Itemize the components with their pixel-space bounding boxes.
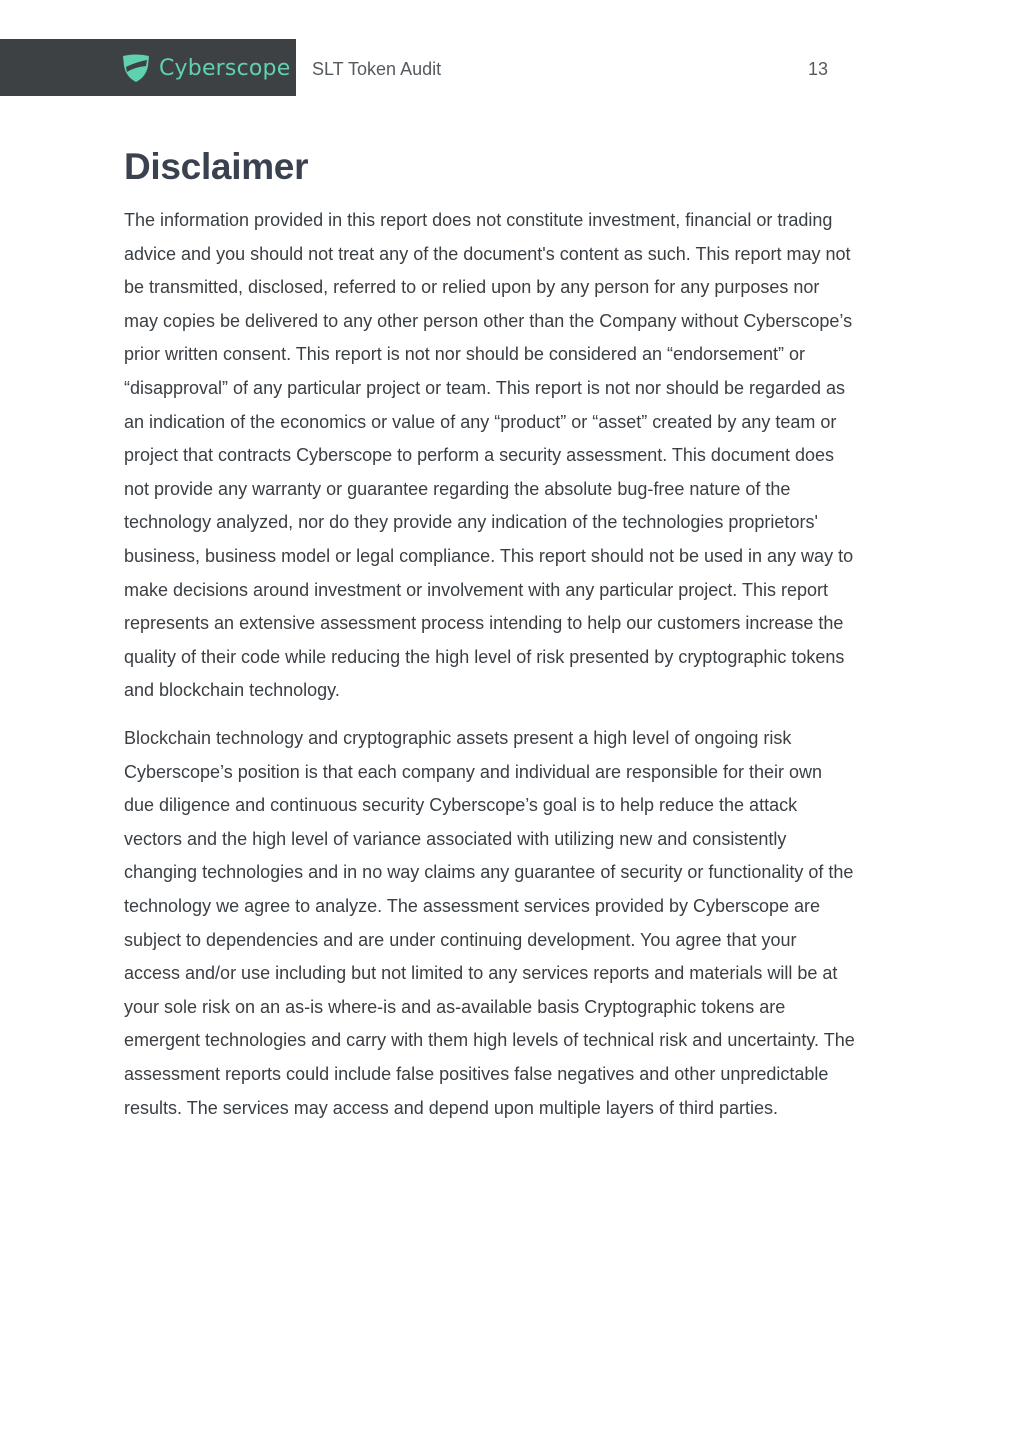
text-line: be transmitted, disclosed, referred to or relied upon by any person for any purposes nor: [124, 277, 820, 298]
text-line: quality of their code while reducing the high level of risk presented by cryptographic tokens: [124, 646, 845, 667]
text-line: prior written consent. This report is not nor should be considered an “endorsement” or: [124, 344, 806, 365]
text-line: may copies be delivered to any other person other than the Company without Cyberscope’s: [124, 310, 853, 331]
disclaimer-paragraph-1: [124, 204, 914, 708]
text-line: due diligence and continuous security Cyberscope’s goal is to help reduce the attack: [124, 795, 798, 816]
text-line: access and/or use including but not limited to any services reports and materials will be at: [124, 963, 838, 984]
text-line: Blockchain technology and cryptographic assets present a high level of ongoing risk: [124, 728, 792, 748]
document-title: SLT Token Audit: [312, 59, 442, 79]
text-line: results. The services may access and depend upon multiple layers of third parties.: [124, 1097, 778, 1118]
text-line: The information provided in this report does not constitute investment, financial or trading: [124, 210, 833, 230]
page-number: 13: [808, 59, 829, 79]
text-line: vectors and the high level of variance associated with utilizing new and consistently: [124, 828, 787, 849]
text-line: represents an extensive assessment process intending to help our customers increase the: [124, 613, 844, 634]
text-line: make decisions around investment or involvement with any particular project. This report: [124, 579, 828, 600]
text-line: and blockchain technology.: [124, 680, 340, 701]
text-line: technology analyzed, nor do they provide any indication of the technologies proprietors': [124, 512, 818, 533]
shield-icon: [121, 53, 151, 83]
disclaimer-paragraph-2: [124, 722, 914, 1125]
text-line: subject to dependencies and are under continuing development. You agree that your: [124, 929, 797, 950]
text-line: changing technologies and in no way claims any guarantee of security or functionality of the: [124, 862, 854, 883]
text-line: your sole risk on an as-is where-is and as-available basis Cryptographic tokens are: [124, 996, 786, 1017]
text-line: Cyberscope’s position is that each company and individual are responsible for their own: [124, 761, 823, 782]
text-line: business, business model or legal compliance. This report should not be used in any way to: [124, 545, 854, 566]
page-title: Disclaimer: [124, 146, 309, 187]
text-line: an indication of the economics or value of any “product” or “asset” created by any team or: [124, 411, 837, 432]
text-line: assessment reports could include false positives false negatives and other unpredictable: [124, 1063, 829, 1084]
text-line: technology we agree to analyze. The assessment services provided by Cyberscope are: [124, 895, 821, 916]
cyberscope-logo: [121, 52, 290, 84]
text-line: project that contracts Cyberscope to perform a security assessment. This document does: [124, 445, 834, 466]
text-line: advice and you should not treat any of the document's content as such. This report may not: [124, 243, 851, 264]
brand-name: Cyberscope: [159, 55, 291, 81]
text-line: emergent technologies and carry with them high levels of technical risk and uncertainty. The: [124, 1030, 855, 1051]
text-line: not provide any warranty or guarantee regarding the absolute bug-free nature of the: [124, 478, 791, 499]
text-line: “disapproval” of any particular project or team. This report is not nor should be regarded as: [124, 377, 846, 398]
